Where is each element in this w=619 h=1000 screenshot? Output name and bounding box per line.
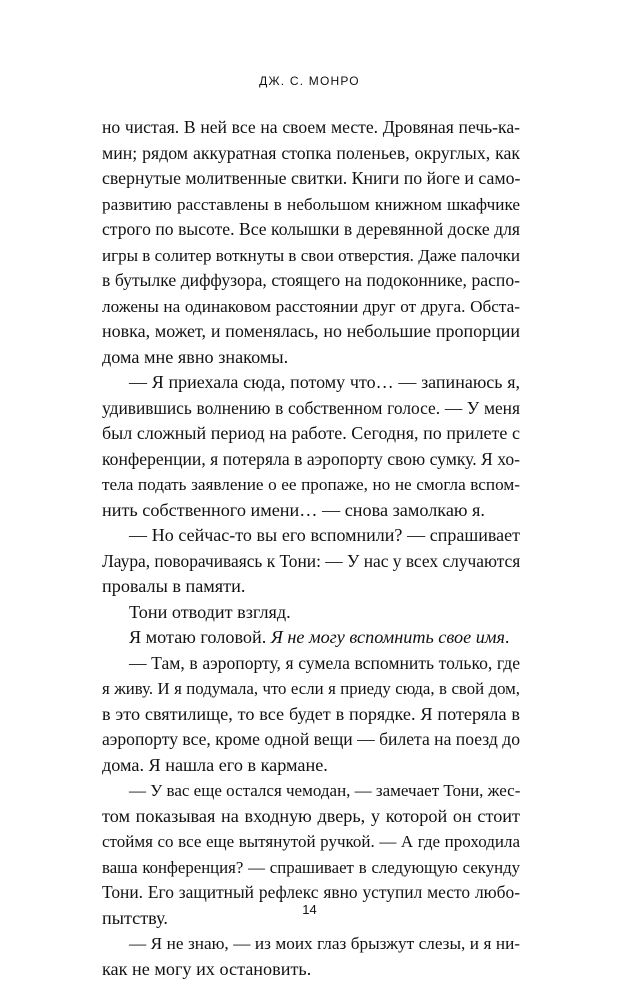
text-line <box>102 600 520 626</box>
text-line-content: провалы в памяти. <box>102 576 246 596</box>
text-line-content: дома мне явно знакомы. <box>102 346 289 367</box>
text-line <box>102 319 520 345</box>
text-line <box>102 651 520 677</box>
text-line <box>102 523 520 549</box>
text-line <box>102 141 520 167</box>
text-line-content: пытству. <box>102 907 168 928</box>
text-line <box>102 778 520 804</box>
text-line <box>102 957 520 983</box>
text-line <box>102 166 520 192</box>
text-line <box>102 804 520 830</box>
text-line-content: Тони отводит взгляд. <box>129 601 291 622</box>
text-line-content: аэропорту все, кроме одной вещи — билета на поезд до <box>102 729 520 749</box>
text-line <box>102 217 520 243</box>
text-line <box>102 549 520 575</box>
text-line-content: стоймя со все еще вытянутой ручкой. — А где проходила <box>102 832 520 851</box>
text-line-content: Я мотаю головой. <box>129 627 271 647</box>
text-line <box>102 115 520 141</box>
text-line <box>102 345 520 371</box>
text-line <box>102 676 520 702</box>
text-line-content: ваша конференция? — спрашивает в следующую секунду <box>102 857 520 877</box>
text-line-content: но чистая. В ней все на своем месте. Дровяная печь-ка- <box>102 117 520 137</box>
text-line-content: был сложный период на работе. Сегодня, по прилете с <box>102 423 520 443</box>
text-line <box>102 447 520 473</box>
text-line-content: — Но сейчас-то вы его вспомнили? — спрашивает <box>129 525 520 545</box>
text-line <box>102 727 520 753</box>
text-line <box>102 625 520 651</box>
text-line-content: новка, может, и поменялась, но небольшие пропорции <box>102 321 520 341</box>
body-text <box>102 115 520 982</box>
text-line-content: — Там, в аэропорту, я сумела вспомнить только, где <box>129 652 520 673</box>
text-line-content: удивившись волнению в собственном голосе. — У меня <box>102 397 520 418</box>
text-line-content: в это святилище, то все будет в порядке. Я потеряла в <box>102 703 520 724</box>
text-line-content: — Я приехала сюда, потому что… — запинаюсь я, <box>129 372 520 392</box>
text-line-content: нить собственного имени… — снова замолкаю я. <box>102 499 485 520</box>
text-line-content: — Я не знаю, — из моих глаз брызжут слезы, и я ни- <box>129 934 520 953</box>
text-line <box>102 192 520 218</box>
text-line <box>102 829 520 855</box>
text-line <box>102 243 520 269</box>
text-line-content: развитию расставлены в небольшом книжном шкафчике <box>102 194 520 214</box>
text-line <box>102 498 520 524</box>
text-line <box>102 268 520 294</box>
italic-phrase: Я не могу вспомнить свое имя <box>270 627 505 647</box>
text-line <box>102 574 520 600</box>
text-line <box>102 294 520 320</box>
text-line-content: конференции, я потеряла в аэропорту свою сумку. Я хо- <box>102 448 520 469</box>
running-head: ДЖ. С. МОНРО <box>259 74 360 88</box>
text-line <box>102 370 520 396</box>
text-line-content: свернутые молитвенные свитки. Книги по йоге и само- <box>102 168 521 188</box>
text-line <box>102 702 520 728</box>
text-line-content: том показывая на входную дверь, у которой он стоит <box>102 805 520 826</box>
text-line-content: тела подать заявление о ее пропаже, но не смогла вспом- <box>102 475 520 494</box>
text-line-content: я живу. И я подумала, что если я приеду сюда, в свой дом, <box>102 679 520 698</box>
text-line <box>102 472 520 498</box>
text-line <box>102 931 520 957</box>
text-line <box>102 396 520 422</box>
text-line-tail: . <box>504 627 510 647</box>
text-line-content: строго по высоте. Все колышки в деревянной доске для <box>102 219 520 239</box>
text-line-content: в бутылке диффузора, стоящего на подоконнике, распо- <box>102 270 520 290</box>
text-line <box>102 855 520 881</box>
text-line <box>102 753 520 779</box>
text-line-content: игры в солитер воткнуты в свои отверстия. Даже палочки <box>102 245 520 265</box>
text-line <box>102 421 520 447</box>
text-line-content: дома. Я нашла его в кармане. <box>102 754 328 775</box>
page-number: 14 <box>302 902 317 917</box>
text-line-content: ложены на одинаковом расстоянии друг от друга. Обста- <box>102 296 520 316</box>
text-line-content: — У вас еще остался чемодан, — замечает Тони, жес- <box>129 781 521 800</box>
text-line-content: Тони. Его защитный рефлекс явно уступил место любо- <box>102 882 520 902</box>
text-line-content: мин; рядом аккуратная стопка поленьев, округлых, как <box>102 142 520 163</box>
text-line-content: Лаура, поворачиваясь к Тони: — У нас у всех случаются <box>102 550 521 571</box>
text-line-content: как не могу их остановить. <box>102 958 312 979</box>
